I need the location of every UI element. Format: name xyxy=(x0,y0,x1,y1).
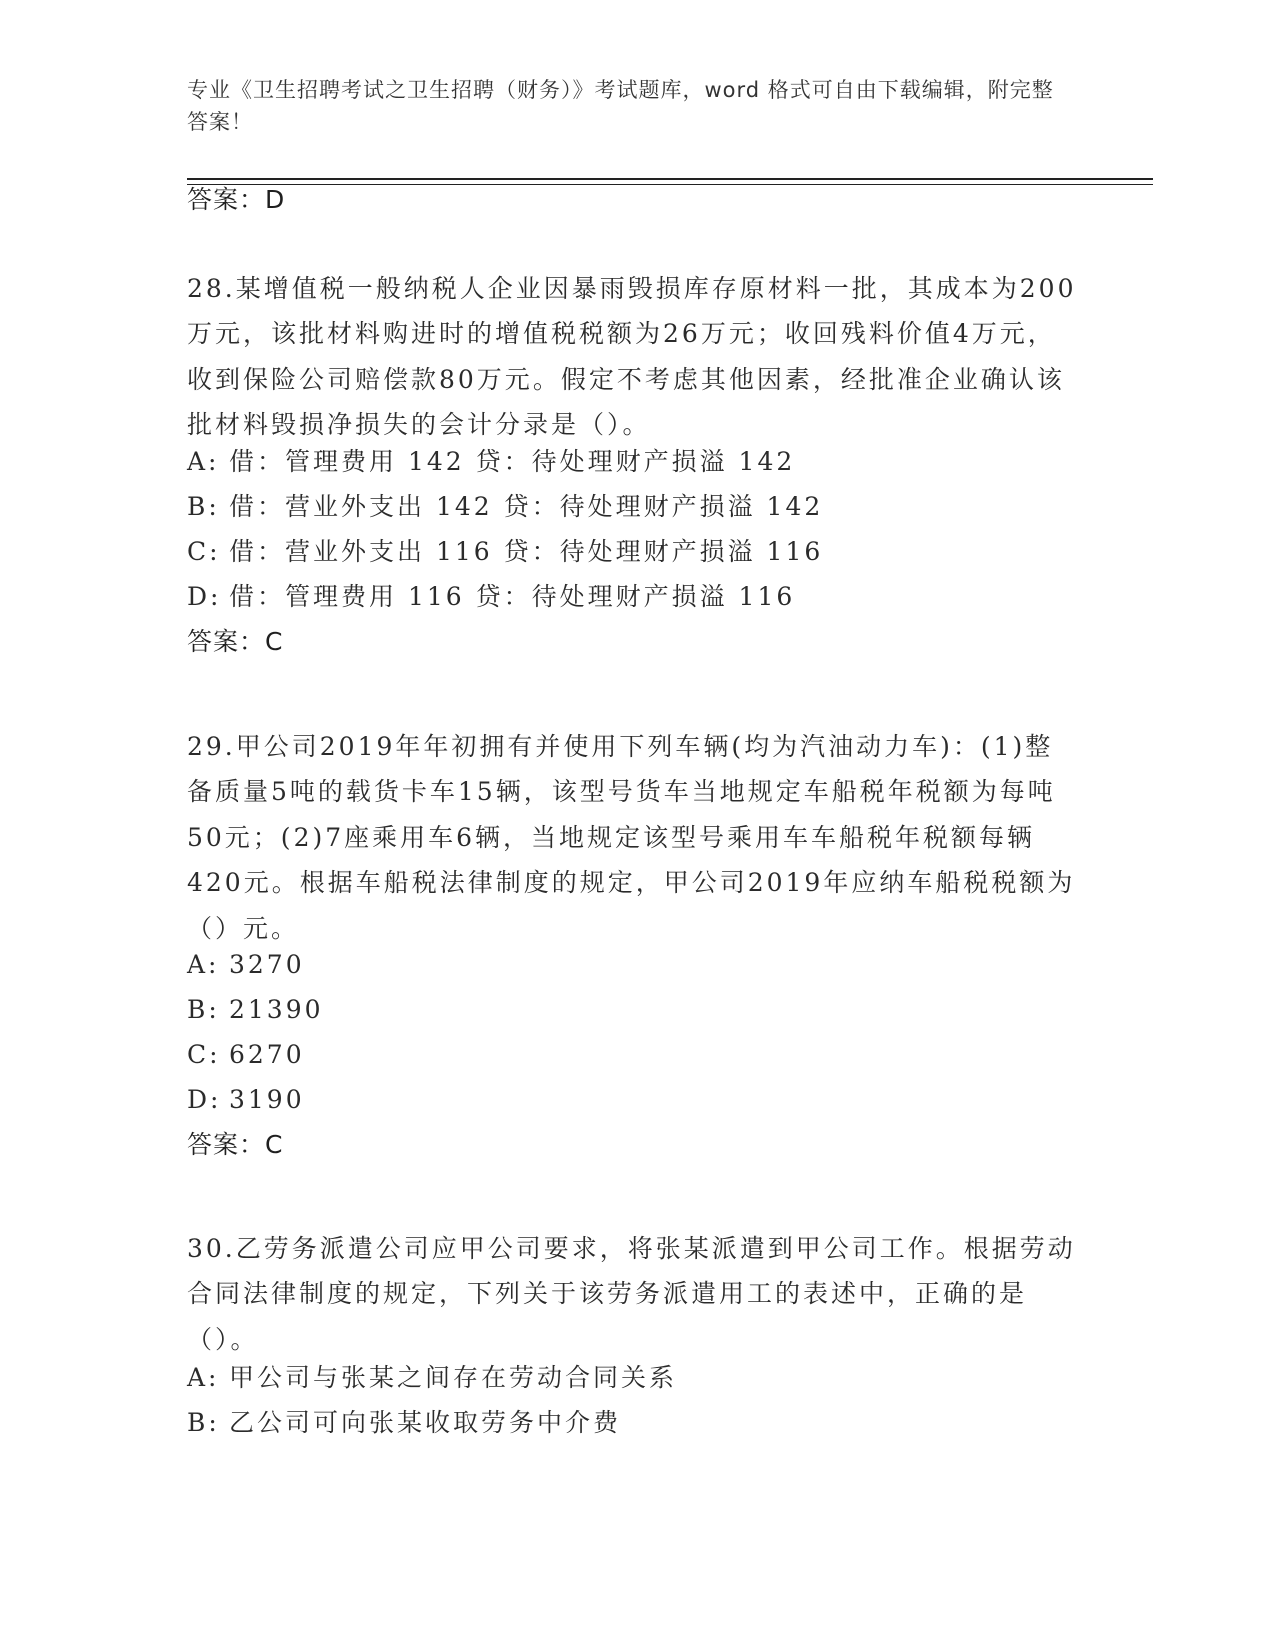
option-text: 6270 xyxy=(229,1040,305,1069)
option-text: 21390 xyxy=(229,995,324,1024)
question-28-option-d xyxy=(187,581,795,613)
question-28-option-a xyxy=(187,446,795,478)
question-30-option-a xyxy=(187,1362,677,1394)
page-header: 专业《卫生招聘考试之卫生招聘（财务）》考试题库，word 格式可自由下载编辑，附完整答案！ xyxy=(187,78,1054,134)
option-text: 乙公司可向张某收取劳务中介费 xyxy=(229,1408,622,1437)
option-letter: A: xyxy=(187,950,220,979)
option-text: 借：营业外支出 142 贷：待处理财产损溢 142 xyxy=(229,492,824,521)
question-29-option-d xyxy=(187,1084,305,1116)
question-29-option-a xyxy=(187,949,305,981)
previous-answer: 答案：D xyxy=(187,185,286,214)
option-text: 3270 xyxy=(229,950,305,979)
option-text: 3190 xyxy=(229,1085,305,1114)
question-29-option-c xyxy=(187,1039,305,1071)
question-30-option-b xyxy=(187,1407,621,1439)
option-letter: D: xyxy=(187,582,222,611)
option-letter: C: xyxy=(187,537,221,566)
option-text: 借：管理费用 116 贷：待处理财产损溢 116 xyxy=(229,582,796,611)
question-28-option-b xyxy=(187,491,823,523)
option-letter: D: xyxy=(187,1085,222,1114)
question-28-answer: 答案：C xyxy=(187,627,284,656)
option-text: 借：营业外支出 116 贷：待处理财产损溢 116 xyxy=(229,537,824,566)
header-divider xyxy=(187,178,1153,180)
question-29-option-b xyxy=(187,994,324,1026)
option-text: 甲公司与张某之间存在劳动合同关系 xyxy=(229,1363,678,1392)
question-30-stem: 30.乙劳务派遣公司应甲公司要求，将张某派遣到甲公司工作。根据劳动合同法律制度的规定，下列关于该劳务派遣用工的表述中，正确的是（）。 xyxy=(187,1234,1076,1354)
question-29-stem: 29.甲公司2019年年初拥有并使用下列车辆(均为汽油动力车)：(1)整备质量5吨的载货卡车15辆，该型号货车当地规定车船税年税额为每吨50元；(2)7座乘用车6辆，当地规定该型号乘用车车船税年税额每辆420元。根据车船税法律制度的规定，甲公司2019年应纳车船税税额为（）元。 xyxy=(187,732,1076,943)
option-letter: A: xyxy=(187,447,220,476)
question-29-answer: 答案：C xyxy=(187,1130,284,1159)
option-letter: B: xyxy=(187,1408,220,1437)
question-28-stem: 28.某增值税一般纳税人企业因暴雨毁损库存原材料一批，其成本为200万元，该批材料购进时的增值税税额为26万元；收回残料价值4万元，收到保险公司赔偿款80万元。假定不考虑其他因素，经批准企业确认该批材料毁损净损失的会计分录是（）。 xyxy=(187,274,1077,440)
option-letter: B: xyxy=(187,995,220,1024)
option-letter: A: xyxy=(187,1363,220,1392)
option-letter: B: xyxy=(187,492,220,521)
question-28-option-c xyxy=(187,536,823,568)
option-letter: C: xyxy=(187,1040,221,1069)
header-divider-thin xyxy=(187,184,1153,185)
option-text: 借：管理费用 142 贷：待处理财产损溢 142 xyxy=(229,447,796,476)
